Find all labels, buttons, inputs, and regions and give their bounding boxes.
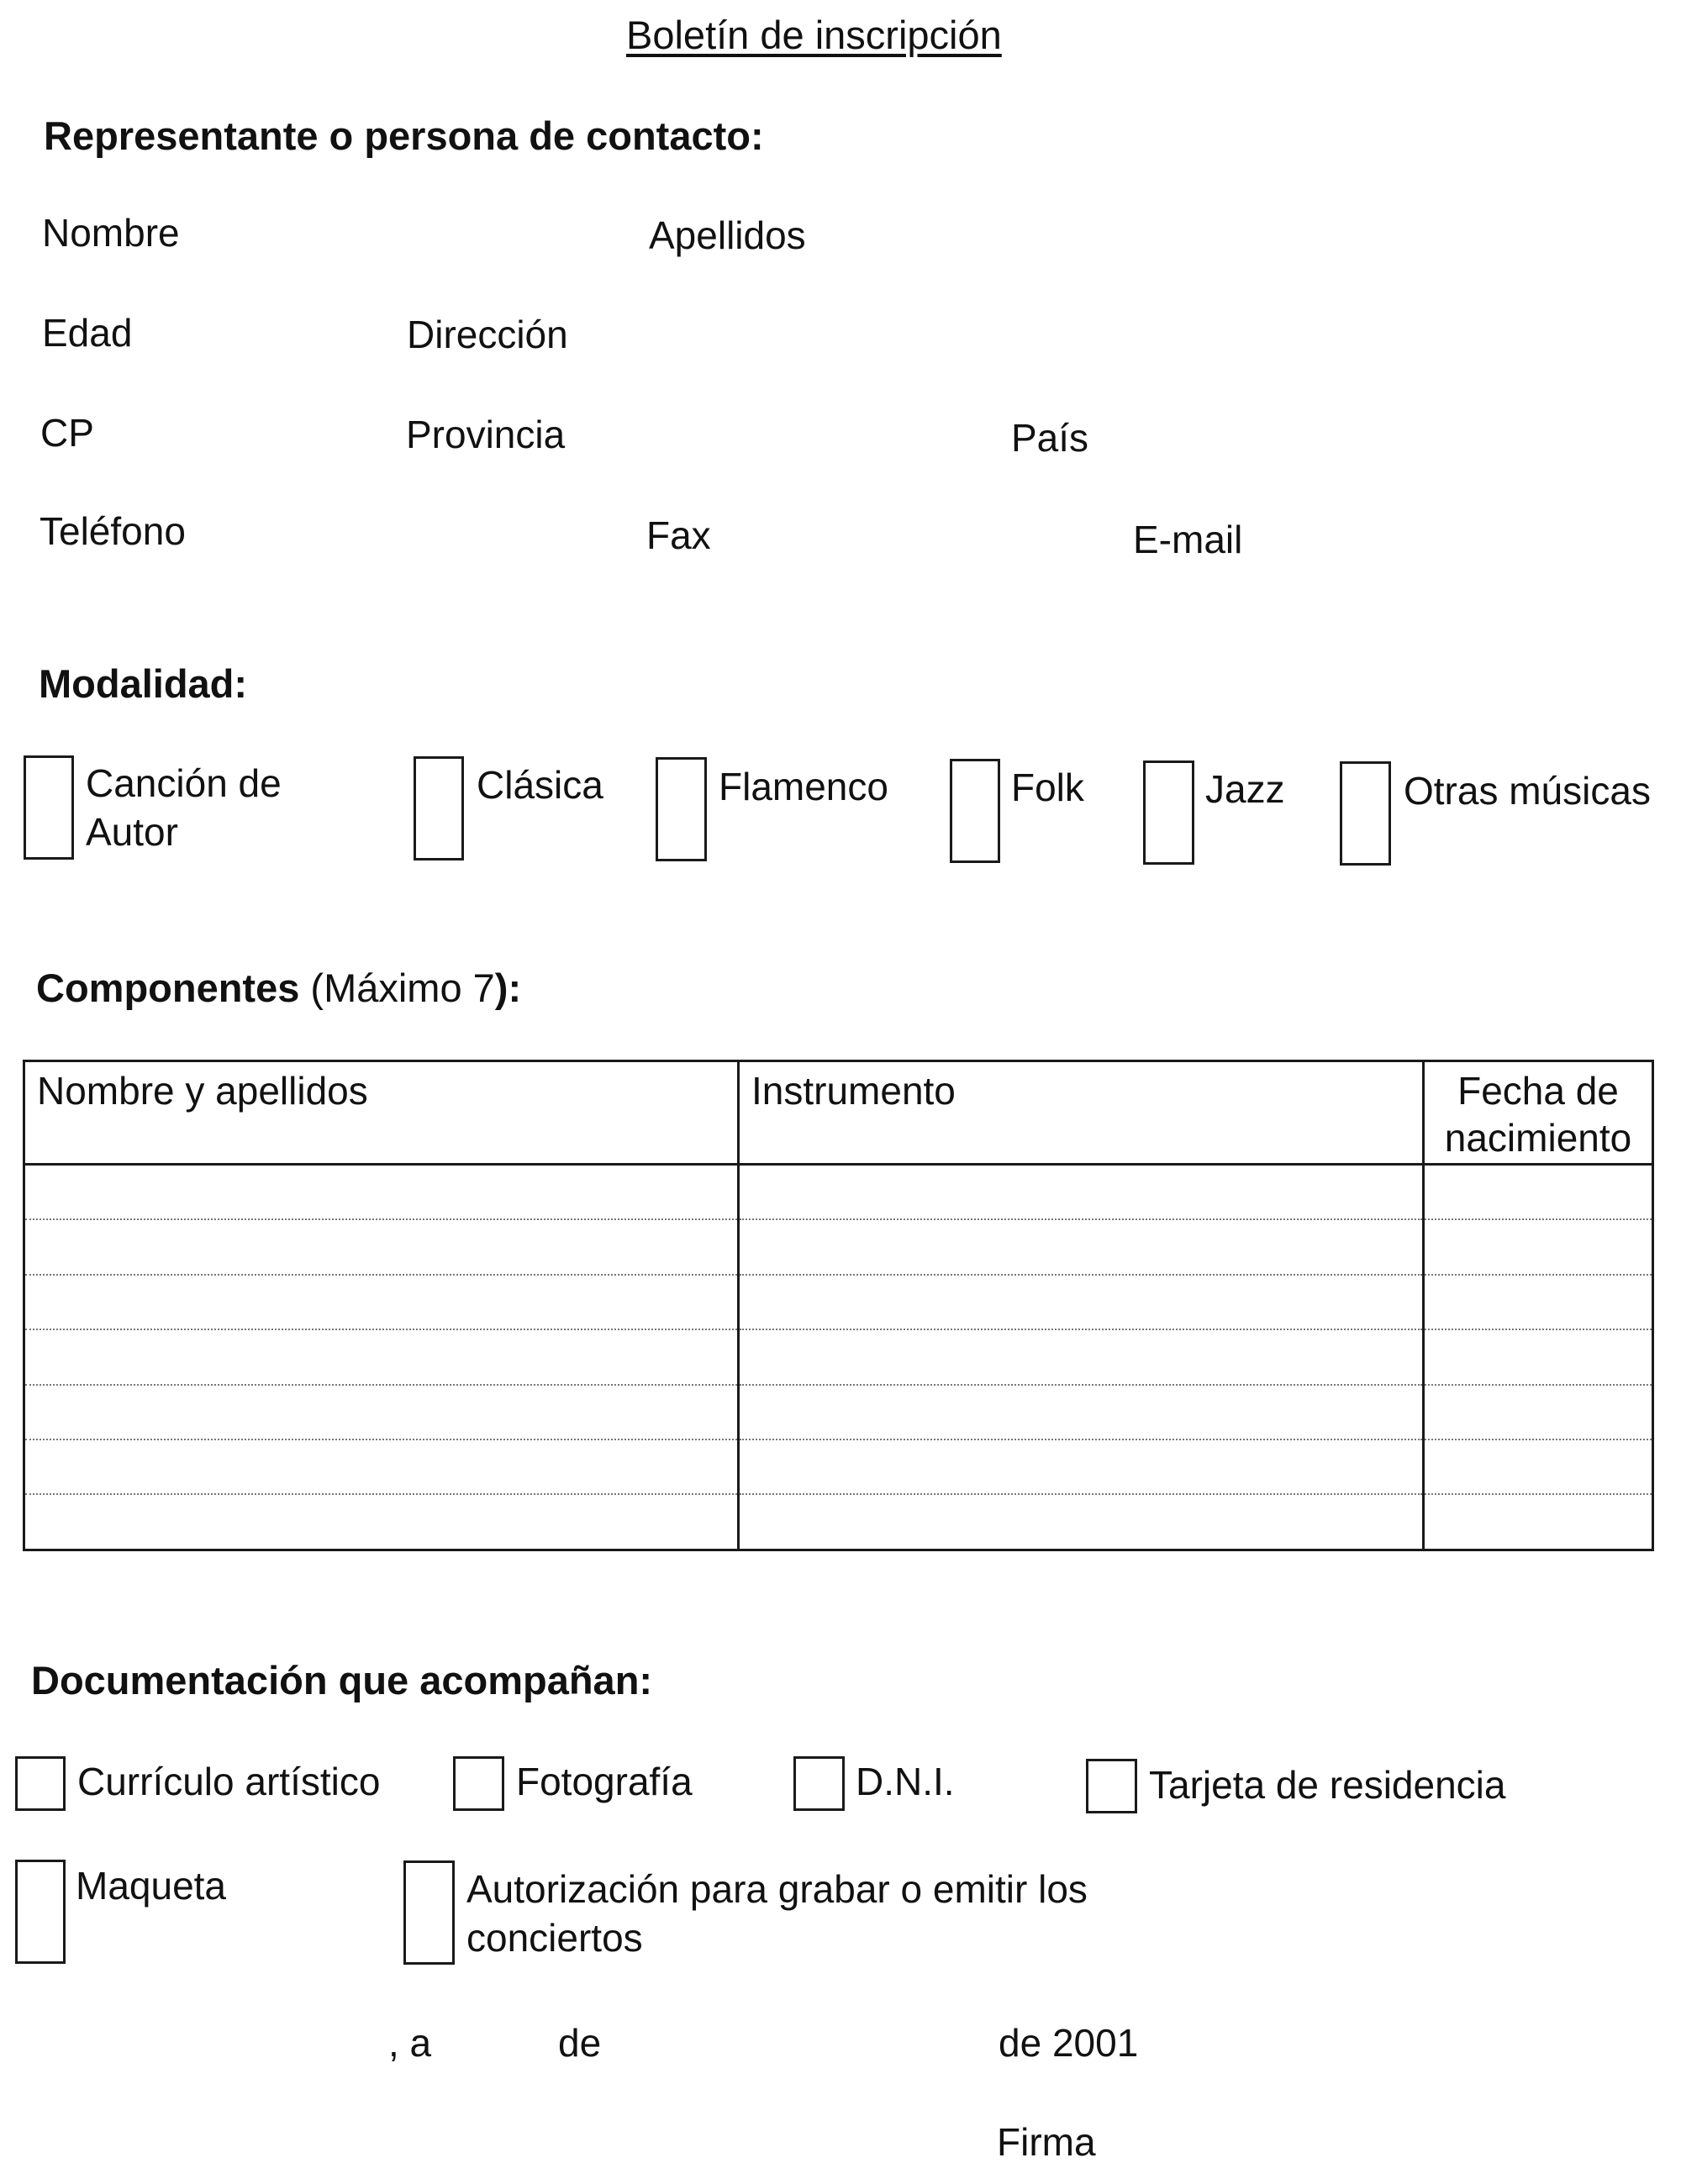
cp-label: CP [40, 411, 94, 455]
cell-instrumento[interactable] [739, 1494, 1424, 1550]
documentacion-heading: Documentación que acompañan: [31, 1658, 653, 1702]
checkbox-curriculo[interactable] [15, 1756, 66, 1811]
option-otras-musicas-label: Otras músicas [1404, 769, 1651, 813]
checkbox-jazz[interactable] [1143, 760, 1194, 865]
column-header-instrumento: Instrumento [739, 1061, 1424, 1165]
cell-nombre[interactable] [24, 1439, 739, 1494]
option-jazz-label: Jazz [1205, 767, 1285, 811]
cell-fecha[interactable] [1424, 1385, 1653, 1439]
form-title: Boletín de inscripción [626, 13, 1002, 57]
date-de-label: de [558, 2021, 602, 2065]
telefono-label: Teléfono [40, 509, 186, 553]
checkbox-otras-musicas[interactable] [1340, 761, 1391, 866]
cell-instrumento[interactable] [739, 1329, 1424, 1384]
table-row [24, 1329, 1653, 1384]
pais-label: País [1011, 416, 1089, 460]
column-header-nombre: Nombre y apellidos [24, 1061, 739, 1165]
doc-tarjeta-residencia-label: Tarjeta de residencia [1149, 1763, 1506, 1807]
fax-label: Fax [646, 513, 711, 557]
cell-nombre[interactable] [24, 1385, 739, 1439]
checkbox-cancion-de-autor[interactable] [24, 755, 74, 860]
cell-nombre[interactable] [24, 1165, 739, 1220]
doc-autorizacion-label: Autorización para grabar o emitir los conciertos [466, 1867, 1088, 1960]
componentes-heading [36, 965, 521, 1011]
componentes-table [23, 1060, 1654, 1551]
cell-instrumento[interactable] [739, 1219, 1424, 1274]
cell-fecha[interactable] [1424, 1329, 1653, 1384]
direccion-label: Dirección [407, 313, 568, 356]
doc-curriculo-label: Currículo artístico [77, 1760, 381, 1803]
cell-nombre[interactable] [24, 1329, 739, 1384]
table-row [24, 1494, 1653, 1550]
table-header-row [24, 1061, 1653, 1165]
apellidos-label: Apellidos [649, 213, 806, 257]
table-row [24, 1439, 1653, 1494]
table-row [24, 1385, 1653, 1439]
checkbox-tarjeta-residencia[interactable] [1086, 1759, 1137, 1813]
cell-instrumento[interactable] [739, 1439, 1424, 1494]
doc-maqueta-label: Maqueta [76, 1864, 227, 1908]
edad-label: Edad [42, 311, 133, 355]
checkbox-autorizacion[interactable] [403, 1860, 455, 1965]
provincia-label: Provincia [406, 413, 566, 456]
email-label: E-mail [1133, 518, 1243, 561]
checkbox-dni[interactable] [793, 1756, 845, 1811]
column-header-fecha: Fecha de nacimiento [1424, 1061, 1653, 1165]
cell-nombre[interactable] [24, 1275, 739, 1329]
componentes-heading-max: (Máximo 7 [299, 966, 495, 1010]
componentes-heading-bold: Componentes [36, 966, 300, 1010]
componentes-heading-tail: ): [494, 966, 522, 1010]
checkbox-fotografia[interactable] [453, 1756, 504, 1811]
cell-fecha[interactable] [1424, 1165, 1653, 1220]
cell-fecha[interactable] [1424, 1439, 1653, 1494]
table-row [24, 1165, 1653, 1220]
cell-nombre[interactable] [24, 1219, 739, 1274]
firma-label: Firma [997, 2120, 1096, 2164]
doc-fotografia-label: Fotografía [516, 1760, 693, 1803]
cell-fecha[interactable] [1424, 1275, 1653, 1329]
cell-instrumento[interactable] [739, 1385, 1424, 1439]
date-year-label: de 2001 [999, 2021, 1139, 2065]
option-flamenco-label: Flamenco [719, 765, 888, 808]
checkbox-folk[interactable] [950, 759, 1000, 863]
option-folk-label: Folk [1011, 766, 1084, 809]
date-a-label: , a [388, 2021, 432, 2065]
nombre-label: Nombre [42, 211, 180, 255]
cell-instrumento[interactable] [739, 1165, 1424, 1220]
cell-fecha[interactable] [1424, 1494, 1653, 1550]
checkbox-clasica[interactable] [414, 756, 464, 860]
checkbox-flamenco[interactable] [656, 757, 707, 861]
cell-nombre[interactable] [24, 1494, 739, 1550]
table-row [24, 1275, 1653, 1329]
doc-dni-label: D.N.I. [856, 1760, 955, 1803]
checkbox-maqueta[interactable] [15, 1860, 66, 1964]
option-clasica-label: Clásica [477, 763, 603, 807]
table-row [24, 1219, 1653, 1274]
option-cancion-de-autor-label: Canción de Autor [86, 761, 282, 854]
cell-fecha[interactable] [1424, 1219, 1653, 1274]
contact-heading: Representante o persona de contacto: [44, 113, 764, 158]
modalidad-heading: Modalidad: [39, 661, 248, 706]
cell-instrumento[interactable] [739, 1275, 1424, 1329]
